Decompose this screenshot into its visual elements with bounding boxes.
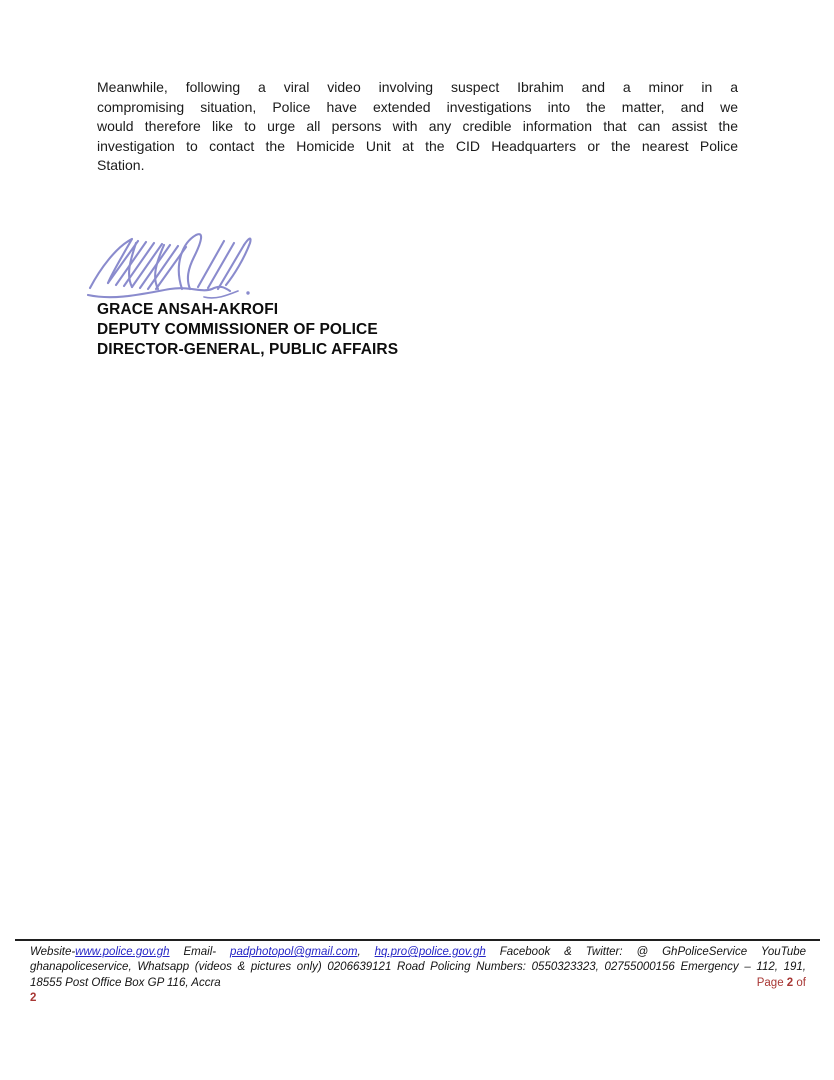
footer-line-3: [30, 976, 806, 991]
website-link[interactable]: www.police.gov.gh: [75, 946, 170, 958]
footer-line-2: ghanapoliceservice, Whatsapp (videos & pictures only) 0206639121 Road Policing Numbers: 0550323323, 02755000156 Emergency – 112, 191,: [30, 961, 806, 974]
signatory-title: DIRECTOR-GENERAL, PUBLIC AFFAIRS: [97, 340, 399, 358]
email-label: Email-: [183, 946, 217, 958]
signatory-name: GRACE ANSAH-AKROFI: [97, 301, 279, 318]
website-label: Website-: [30, 946, 76, 958]
social-media-text: Facebook & Twitter: @ GhPoliceService YouTube: [499, 946, 807, 958]
signature-stroke: [198, 241, 244, 289]
paragraph-line: compromising situation, Police have extended investigations into the matter, and we: [97, 98, 738, 115]
signatory-block: [97, 300, 398, 359]
signature-stroke: [179, 234, 201, 289]
signature-dot: [246, 291, 249, 294]
signature-stroke: [204, 291, 238, 298]
signatory-rank: DEPUTY COMMISSIONER OF POLICE: [97, 320, 378, 338]
email-link-1[interactable]: padphotopol@gmail.com: [230, 946, 358, 958]
page-number: 2: [786, 976, 794, 989]
page-number-indicator: [757, 976, 806, 991]
paragraph-line: Station.: [97, 157, 145, 174]
signature-stroke: [226, 239, 251, 285]
page-total: 2: [30, 992, 37, 1005]
footer-line-1: [30, 945, 806, 960]
paragraph-line: investigation to contact the Homicide Unit at the CID Headquarters or the nearest Police: [97, 137, 738, 154]
footer-divider: [15, 939, 820, 941]
page-label: Page: [756, 976, 784, 989]
signature-stroke: [90, 239, 132, 288]
of-label: of: [796, 976, 806, 989]
body-paragraph: [97, 78, 738, 176]
page-footer: [30, 945, 806, 1007]
postal-address: 18555 Post Office Box GP 116, Accra: [30, 976, 221, 989]
signature-image: [86, 231, 256, 303]
paragraph-line: would therefore like to urge all persons with any credible information that can assist the: [97, 118, 738, 135]
paragraph-line: Meanwhile, following a viral video involving suspect Ibrahim and a minor in a: [97, 79, 738, 95]
comma-separator: ,: [357, 946, 361, 958]
email-link-2[interactable]: hq.pro@police.gov.gh: [374, 946, 486, 958]
